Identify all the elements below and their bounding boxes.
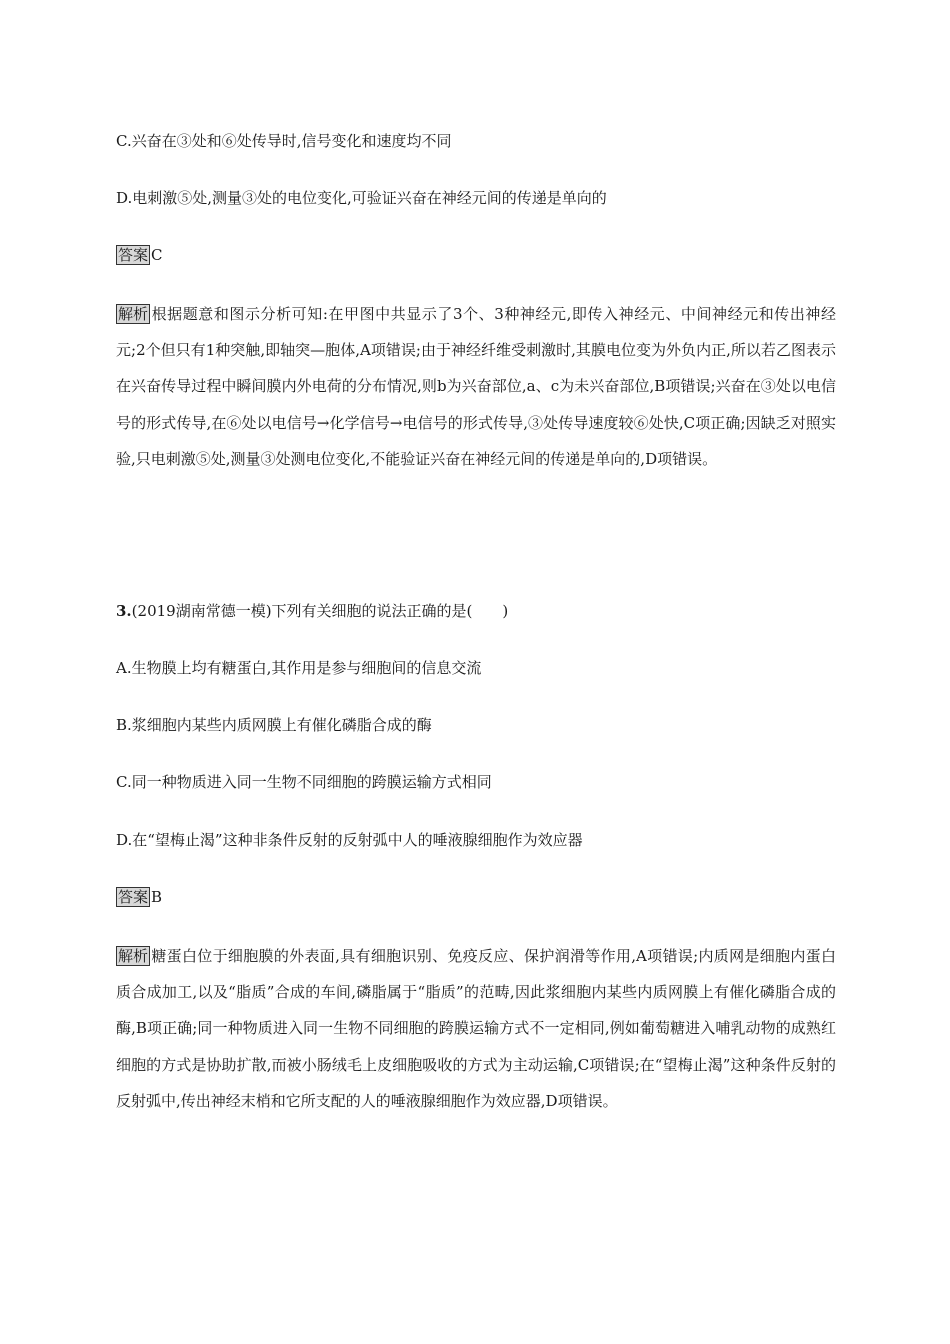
q3-answer	[116, 887, 162, 907]
q3-option-c: C.同一种物质进入同一生物不同细胞的跨膜运输方式相同	[116, 773, 492, 791]
q3-option-d: D.在“望梅止渴”这种非条件反射的反射弧中人的唾液腺细胞作为效应器	[116, 831, 583, 849]
q3-analysis	[116, 938, 836, 1119]
answer-value: B	[151, 888, 163, 906]
answer-label: 答案	[118, 246, 149, 264]
prev-answer	[116, 245, 163, 265]
prev-analysis	[116, 296, 836, 477]
question-3-stem	[116, 601, 508, 621]
prev-option-d: D.电刺激⑤处,测量③处的电位变化,可验证兴奋在神经元间的传递是单向的	[116, 189, 607, 207]
q3-option-b: B.浆细胞内某些内质网膜上有催化磷脂合成的酶	[116, 716, 432, 734]
question-stem-text: (2019湖南常德一模)下列有关细胞的说法正确的是( )	[131, 602, 509, 620]
prev-option-c: C.兴奋在③处和⑥处传导时,信号变化和速度均不同	[116, 132, 452, 150]
analysis-label: 解析	[118, 305, 149, 323]
analysis-label: 解析	[118, 947, 149, 965]
analysis-text: 根据题意和图示分析可知:在甲图中共显示了3个、3种神经元,即传入神经元、中间神经元和传出神经元;2个但只有1种突触,即轴突—胞体,A项错误;由于神经纤维受刺激时,其膜电位变为外负内正,所以若乙图表示在兴奋传导过程中瞬间膜内外电荷的分布情况,则b为兴奋部位,a、c为未兴奋部位,B项错误;兴奋在③处以电信号的形式传导,在⑥处以电信号→化学信号→电信号的形式传导,③处传导速度较⑥处快,C项正确;因缺乏对照实验,只电刺激⑤处,测量③处测电位变化,不能验证兴奋在神经元间的传递是单向的,D项错误。	[116, 305, 836, 468]
q3-option-a: A.生物膜上均有糖蛋白,其作用是参与细胞间的信息交流	[116, 659, 482, 677]
question-number: 3.	[116, 602, 132, 620]
answer-label: 答案	[118, 888, 149, 906]
analysis-text: 糖蛋白位于细胞膜的外表面,具有细胞识别、免疫反应、保护润滑等作用,A项错误;内质网是细胞内蛋白质合成加工,以及“脂质”合成的车间,磷脂属于“脂质”的范畴,因此浆细胞内某些内质网膜上有催化磷脂合成的酶,B项正确;同一种物质进入同一生物不同细胞的跨膜运输方式不一定相同,例如葡萄糖进入哺乳动物的成熟红细胞的方式是协助扩散,而被小肠绒毛上皮细胞吸收的方式为主动运输,C项错误;在“望梅止渴”这种条件反射的反射弧中,传出神经末梢和它所支配的人的唾液腺细胞作为效应器,D项错误。	[116, 947, 836, 1110]
answer-value: C	[151, 246, 163, 264]
